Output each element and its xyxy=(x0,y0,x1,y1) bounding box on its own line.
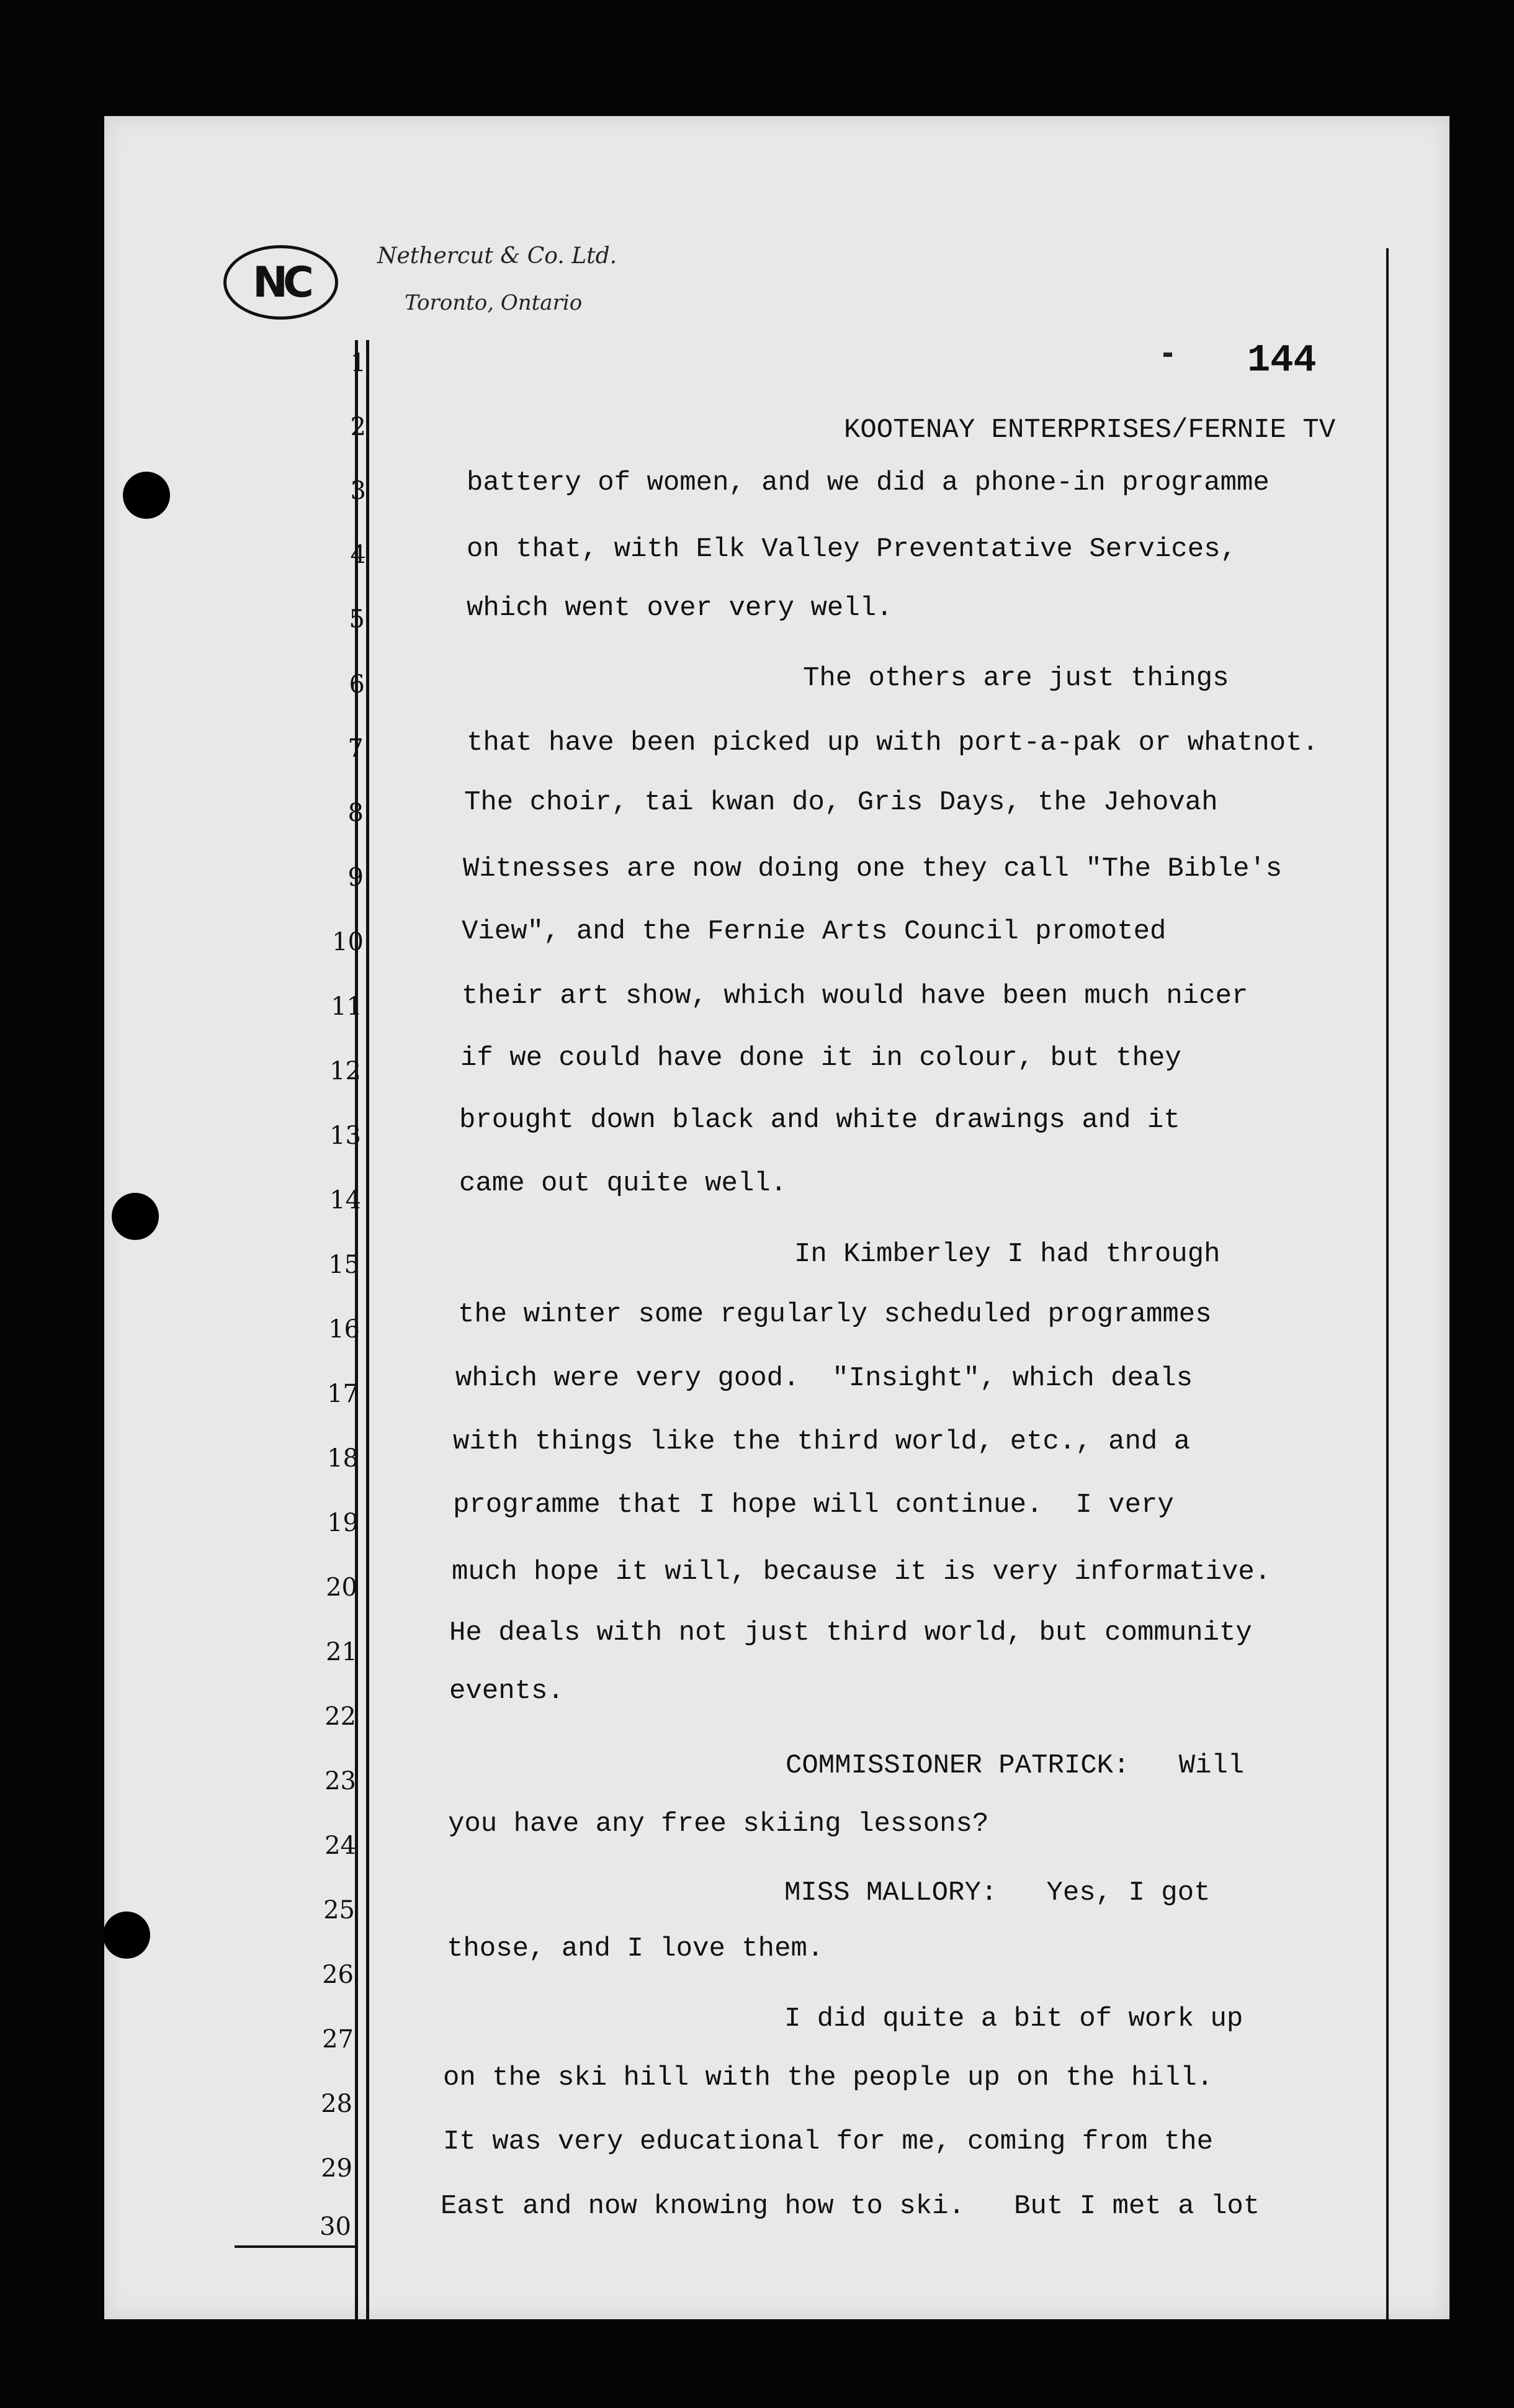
line-number: 16 xyxy=(328,1315,360,1344)
transcript-line: In Kimberley I had through xyxy=(794,1239,1221,1270)
line-number: 4 xyxy=(350,541,366,569)
transcript-line: their art show, which would have been much nicer xyxy=(462,981,1248,1012)
line-number: 21 xyxy=(326,1638,357,1666)
transcript-line: I did quite a bit of work up xyxy=(784,2003,1243,2034)
transcript-line: that have been picked up with port-a-pak or whatnot. xyxy=(467,727,1319,758)
line-number: 6 xyxy=(349,670,365,699)
transcript-line: It was very educational for me, coming from the xyxy=(443,2126,1214,2157)
line-number: 10 xyxy=(332,928,364,956)
line-number: 27 xyxy=(322,2025,354,2054)
line-number: 20 xyxy=(326,1573,357,1602)
transcript-line: if we could have done it in colour, but they xyxy=(460,1043,1181,1074)
line-number: 15 xyxy=(328,1251,360,1279)
line-number: 13 xyxy=(329,1121,361,1150)
line-number: 25 xyxy=(323,1896,355,1925)
punch-hole-bottom xyxy=(103,1912,150,1959)
line-number: 8 xyxy=(347,799,364,827)
line-number: 17 xyxy=(327,1380,359,1408)
transcript-line: on that, with Elk Valley Preventative Services, xyxy=(467,534,1237,565)
line-number: 14 xyxy=(329,1186,361,1215)
transcript-line: The others are just things xyxy=(803,663,1229,694)
line-number: 26 xyxy=(322,1961,354,1989)
transcript-line: much hope it will, because it is very informative. xyxy=(452,1557,1271,1588)
line-number: 24 xyxy=(325,1831,356,1860)
transcript-line: events. xyxy=(449,1676,564,1707)
transcript-line: battery of women, and we did a phone-in programme xyxy=(467,467,1270,498)
speaker-line: MISS MALLORY: Yes, I got xyxy=(784,1877,1211,1908)
line-number: 19 xyxy=(327,1509,359,1537)
line-number: 23 xyxy=(325,1767,356,1795)
right-margin-rule xyxy=(1386,248,1389,2319)
bottom-rule xyxy=(235,2245,356,2248)
transcript-line: The choir, tai kwan do, Gris Days, the Jehovah xyxy=(464,787,1218,818)
speaker-line: COMMISSIONER PATRICK: Will xyxy=(786,1750,1245,1781)
line-number: 1 xyxy=(350,349,366,377)
line-number: 28 xyxy=(321,2090,352,2118)
line-number: 7 xyxy=(347,734,364,763)
line-number: 29 xyxy=(321,2154,352,2183)
punch-hole-middle xyxy=(112,1193,159,1240)
transcript-line: programme that I hope will continue. I very xyxy=(453,1489,1174,1521)
line-number: 12 xyxy=(329,1057,361,1085)
line-number: 9 xyxy=(347,863,364,892)
margin-rule-right xyxy=(366,340,369,2319)
line-number: 11 xyxy=(331,992,362,1021)
line-number: 22 xyxy=(325,1702,356,1731)
transcript-line: Witnesses are now doing one they call "The Bible's xyxy=(463,853,1283,884)
company-logo: NC xyxy=(223,245,338,320)
transcript-line: those, and I love them. xyxy=(447,1933,824,1964)
transcript-line: on the ski hill with the people up on the hill. xyxy=(443,2062,1214,2093)
line-number: 3 xyxy=(350,477,366,505)
page-number: 144 xyxy=(1247,338,1317,382)
line-number: 18 xyxy=(327,1444,359,1473)
company-name: Nethercut & Co. Ltd. xyxy=(377,243,617,269)
line-number: 30 xyxy=(320,2213,351,2241)
transcript-line: brought down black and white drawings and it xyxy=(459,1105,1180,1136)
transcript-line: He deals with not just third world, but community xyxy=(449,1617,1252,1648)
punch-hole-top xyxy=(123,472,170,519)
transcript-line: the winter some regularly scheduled programmes xyxy=(458,1299,1212,1330)
page-mark xyxy=(1163,353,1172,357)
company-city: Toronto, Ontario xyxy=(405,290,583,315)
transcript-line: you have any free skiing lessons? xyxy=(448,1808,989,1840)
transcript-line: came out quite well. xyxy=(459,1168,787,1199)
transcript-line: which were very good. "Insight", which deals xyxy=(455,1363,1193,1394)
transcript-line: View", and the Fernie Arts Council promoted xyxy=(462,916,1167,947)
line-number: 2 xyxy=(350,413,366,441)
transcript-line: East and now knowing how to ski. But I met a lot xyxy=(441,2191,1260,2222)
line-number: 5 xyxy=(349,605,365,634)
transcript-line: which went over very well. xyxy=(467,593,893,624)
running-head: KOOTENAY ENTERPRISES/FERNIE TV xyxy=(844,415,1336,446)
transcript-line: with things like the third world, etc., and a xyxy=(453,1426,1191,1457)
